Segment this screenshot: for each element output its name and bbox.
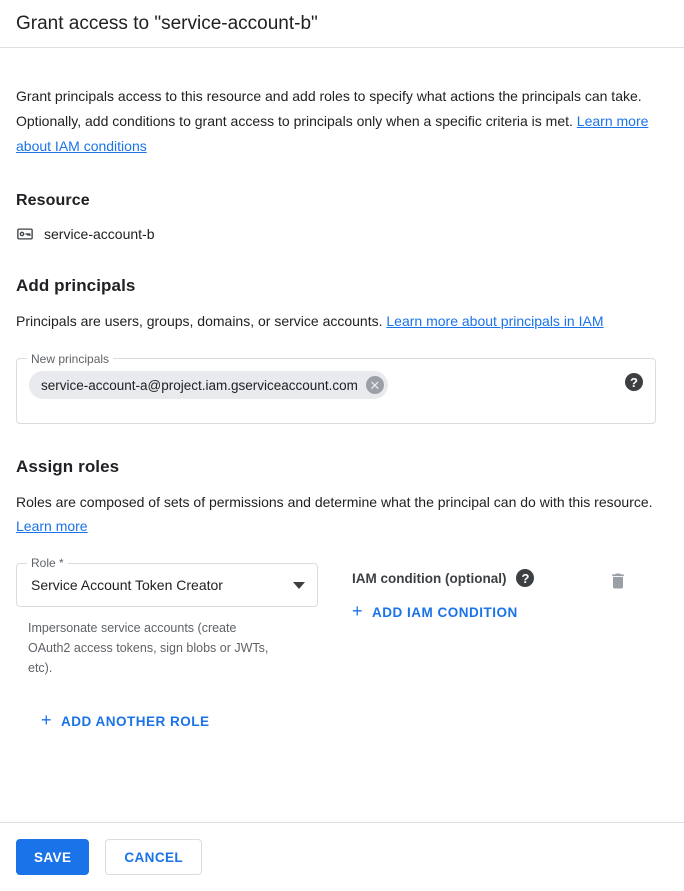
chevron-down-icon[interactable] — [293, 582, 305, 589]
iam-condition-header — [352, 569, 582, 587]
principals-learn-more-link[interactable]: Learn more about principals in IAM — [386, 313, 604, 329]
resource-heading: Resource — [16, 192, 90, 209]
service-account-icon — [16, 225, 34, 243]
iam-conditions-learn-more-link[interactable]: Learn more about IAM conditions — [16, 113, 649, 154]
plus-icon: + — [41, 710, 53, 730]
iam-condition-column — [352, 563, 582, 623]
save-button[interactable]: SAVE — [16, 839, 89, 875]
role-select[interactable] — [16, 556, 318, 607]
role-select-value: Service Account Token Creator — [31, 577, 223, 593]
add-another-role-label: ADD ANOTHER ROLE — [61, 713, 210, 729]
trash-icon[interactable] — [608, 571, 628, 591]
roles-description-body: Roles are composed of sets of permissions and determine what the principal can do with this resource. — [16, 494, 653, 510]
role-column — [16, 556, 320, 678]
assign-roles-heading: Assign roles — [16, 457, 120, 476]
intro-text-body: Grant principals access to this resource and add roles to specify what actions the principals can take. Optionally, add conditions to grant access to principals only when a specific criteria is met. — [16, 88, 642, 129]
close-icon[interactable]: ✕ — [366, 376, 384, 394]
delete-role-column — [608, 563, 668, 591]
help-icon[interactable]: ? — [516, 569, 534, 587]
panel-header — [0, 0, 684, 48]
intro-text — [16, 84, 656, 159]
role-row — [16, 556, 668, 678]
new-principals-field[interactable] — [16, 352, 656, 424]
resource-name: service-account-b — [44, 226, 155, 242]
principals-description-body: Principals are users, groups, domains, or service accounts. — [16, 313, 387, 329]
principals-description — [16, 309, 662, 333]
new-principals-label: New principals — [27, 351, 113, 367]
add-principals-heading: Add principals — [16, 276, 136, 295]
principal-chip-label: service-account-a@project.iam.gserviceaccount.com — [41, 377, 358, 393]
iam-condition-title: IAM condition (optional) — [352, 570, 507, 586]
help-icon[interactable]: ? — [625, 373, 643, 391]
add-another-role-button[interactable] — [41, 712, 210, 730]
role-select-label: Role * — [27, 556, 68, 570]
cancel-button[interactable]: CANCEL — [105, 839, 202, 875]
resource-row — [16, 225, 668, 243]
page-title: Grant access to "service-account-b" — [16, 12, 318, 34]
plus-icon: + — [352, 601, 364, 621]
panel-footer — [0, 822, 684, 891]
add-iam-condition-button[interactable] — [352, 603, 518, 621]
add-iam-condition-label: ADD IAM CONDITION — [372, 604, 518, 620]
principal-chip[interactable] — [29, 371, 388, 399]
roles-learn-more-link[interactable]: Learn more — [16, 518, 88, 534]
roles-description — [16, 490, 662, 538]
panel-body — [0, 48, 684, 732]
add-another-role-row — [16, 712, 668, 732]
role-description: Impersonate service accounts (create OAuth2 access tokens, sign blobs or JWTs, etc). — [28, 621, 269, 675]
